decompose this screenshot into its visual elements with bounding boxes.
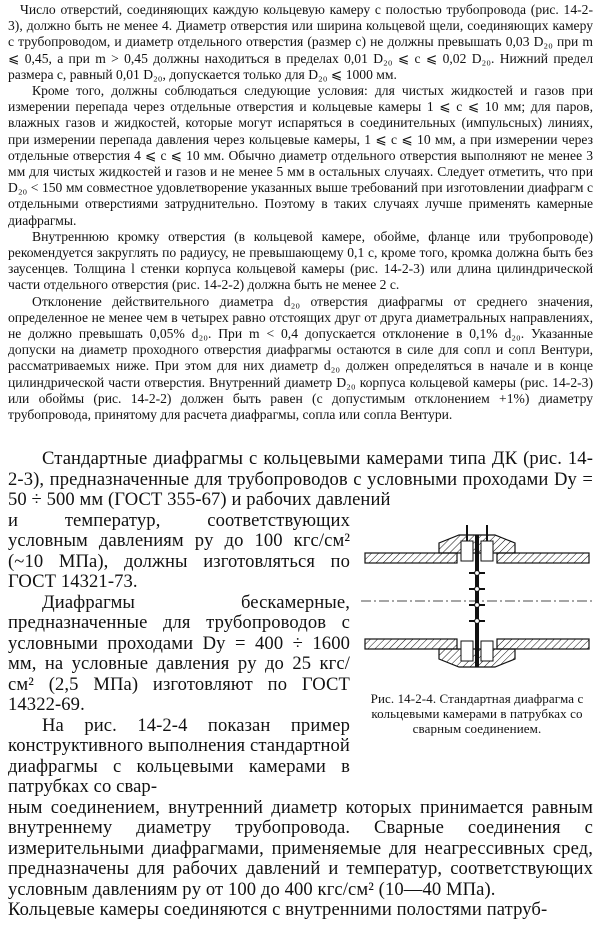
- chamber-bottom-left: [461, 641, 473, 661]
- narrow-text-column: [8, 511, 350, 798]
- paragraph-deviation: Отклонение действительного диаметра d₂₀ отверстия диафрагмы от среднего значения, определенное не менее чем в четырех равно отстоящих друг от друга диаметральных направлениях, не должно превышать 0,05% d₂₀. При m < 0,4 допускается отклонение в 0,1% d₂₀. Указанные допуски на диаметр проходного отверстия диафрагмы остаются в силе для сопл и сопл Вентури, рассматриваемых ниже. При этом для них диаметр d₂₀ должен определяться в начале и в конце цилиндрической части отверстия. Внутренний диаметр D₂₀ корпуса кольцевой камеры (рис. 14-2-3) или обоймы (рис. 14-2-2) должен быть равен (с допустимым отклонением +1%) диаметру трубопровода, принятому для расчета диафрагмы, сопла или сопла Вентури.: [8, 293, 593, 423]
- paragraph-edge: Внутреннюю кромку отверстия (в кольцевой камере, обойме, фланце или трубопроводе) рекомендуется закруглять по радиусу, не превышающему 0,1 c, кроме того, кромка должна быть без заусенцев. Толщина l стенки корпуса кольцевой камеры (рис. 14-2-3) или длина цилиндрической части отдельного отверстия (рис. 14-2-2) должна быть не менее 2 c.: [8, 228, 593, 293]
- chamber-bottom-right: [481, 641, 493, 661]
- paragraph-dk-part-1: Стандартные диафрагмы с кольцевыми камерами типа ДК (рис. 14-2-3), предназначенные для трубопроводов с условными проходами D: [8, 448, 593, 490]
- text-figure-row: [8, 511, 593, 798]
- full-width-text: [8, 798, 593, 921]
- diaphragm-drawing: [361, 521, 593, 681]
- pipe-wall-bottom-right: [497, 639, 589, 649]
- paragraph-dk-standard: [8, 449, 593, 511]
- paragraph-fig-example-end: ным соединением, внутренний диаметр которых принимается равным внутреннему диаметру трубопровода. Сварные соединения с измерительными диафрагмами, применяемые для неагрессивных сред, предназначены для рабочих давлений и температур, соответствующих условным давлениям pу от 100 до 400 кгс/см² (10—40 МПа).: [8, 796, 593, 900]
- pipe-wall-top-left: [365, 553, 457, 563]
- paragraph-dk-part-2: и температур, соответствующих условным давлениям pу до 100 кгс/см² (~10 МПа), должны изготовляться по ГОСТ 14321-73.: [8, 509, 350, 593]
- figure-14-2-4: [356, 511, 598, 736]
- pipe-wall-top-right: [497, 553, 589, 563]
- paragraph-conditions: Кроме того, должны соблюдаться следующие условия: для чистых жидкостей и газов при измерении перепада через отдельные отверстия и кольцевые камеры 1 ⩽ c ⩽ 10 мм; для паров, влажных газов и жидкостей, которые могут испаряться в соединительных (импульсных) линиях, при измерении перепада давления через кольцевые камеры, 1 ⩽ c ⩽ 10 мм, а при измерении через отдельные отверстия 4 ⩽ c ⩽ 10 мм. Обычно диаметр отдельного отверстия выполняют не менее 3 мм для чистых жидкостей и газов и не менее 5 мм в остальных случаях. Следует отметить, что при D₂₀ < 150 мм совместное удовлетворение указанных выше требований при изготовлении диафрагм с отдельными отверстиями затруднительно. Поэтому в таких случаях лучше применять камерные диафрагмы.: [8, 83, 593, 228]
- paragraph-chamberless: Диафрагмы бескамерные, предназначенные для трубопроводов с условными проходами Dу = 400 ÷ 1600 мм, на условные давления pу до 25 кгс/см² (2,5 МПа) изготовляют по ГОСТ 14322-69.: [8, 591, 350, 716]
- small-text-block: [8, 2, 593, 423]
- chamber-top-left: [461, 541, 473, 561]
- large-text-block: [8, 449, 593, 921]
- paragraph-holes: Число отверстий, соединяющих каждую кольцевую камеру с полостью трубопровода (рис. 14-2-3), должно быть не менее 4. Диаметр отверстия или ширина кольцевой щели, соединяющих камеру с трубопроводом, и диаметр отдельного отверстия (размер c) не должны превышать 0,03 D₂₀ при m ⩽ 0,45, а при m > 0,45 должны находиться в пределах 0,01 D₂₀ ⩽ c ⩽ 0,02 D₂₀. Нижний предел размера c, равный 0,01 D₂₀, допускается только для D₂₀ ⩽ 1000 мм.: [8, 2, 593, 82]
- pipe-wall-bottom-left: [365, 639, 457, 649]
- paragraph-fig-example-start: На рис. 14-2-4 показан пример конструктивного выполнения стандартной диафрагмы с кольцевыми камерами в патрубках со свар-: [8, 714, 350, 798]
- chamber-top-right: [481, 541, 493, 561]
- figure-caption: Рис. 14-2-4. Стандартная диафрагма с кольцевыми камерами в патрубках со сварным соединением.: [370, 690, 584, 736]
- paragraph-dk-part-line: у = 50 ÷ 500 мм (ГОСТ 355-67) и рабочих давлений: [8, 468, 593, 511]
- paragraph-ring-chambers: Кольцевые камеры соединяются с внутренними полостями патруб-: [8, 899, 548, 921]
